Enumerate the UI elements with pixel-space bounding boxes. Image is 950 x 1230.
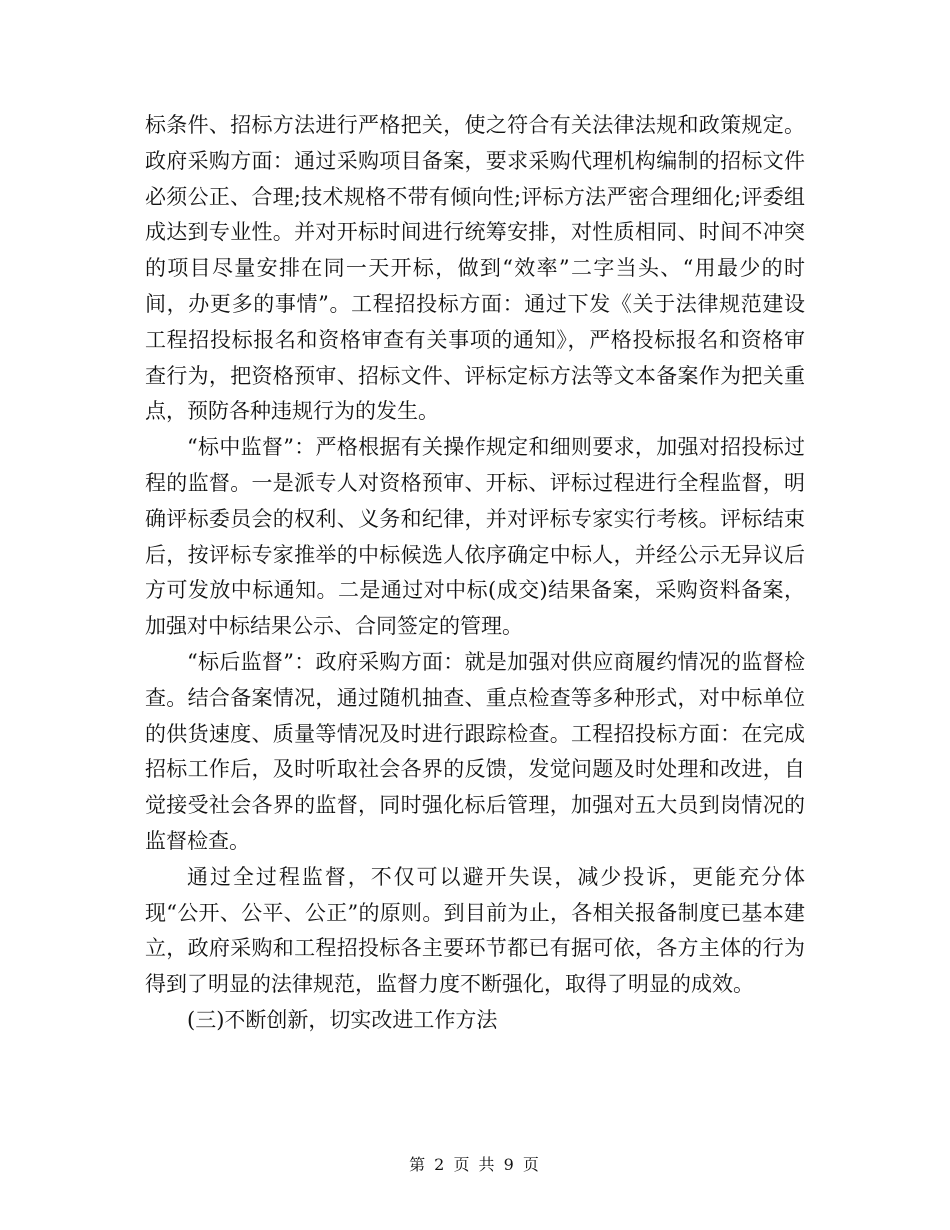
paragraph-1: 标条件、招标方法进行严格把关，使之符合有关法律法规和政策规定。政府采购方面：通过采购项目备案，要求采购代理机构编制的招标文件必须公正、合理;技术规格不带有倾向性;评标方法严密合理细化;评委组成达到专业性。并对开标时间进行统筹安排，对性质相同、时间不冲突的项目尽量安排在同一天开标，做到“效率”二字当头、“用最少的时间，办更多的事情”。工程招投标方面：通过下发《关于法律规范建设工程招投标报名和资格审查有关事项的通知》，严格投标报名和资格审查行为，把资格预审、招标文件、评标定标方法等文本备案作为把关重点，预防各种违规行为的发生。 [145,113,805,424]
paragraph-3: “标后监督”：政府采购方面：就是加强对供应商履约情况的监督检查。结合备案情况，通过随机抽查、重点检查等多种形式，对中标单位的供货速度、质量等情况及时进行跟踪检查。工程招投标方面：在完成招标工作后，及时听取社会各界的反馈，发觉问题及时处理和改进，自觉接受社会各界的监督，同时强化标后管理，加强对五大员到岗情况的监督检查。 [145,649,805,853]
section-heading: (三)不断创新，切实改进工作方法 [187,1007,498,1032]
paragraph-2: “标中监督”：严格根据有关操作规定和细则要求，加强对招投标过程的监督。一是派专人对资格预审、开标、评标过程进行全程监督，明确评标委员会的权利、义务和纪律，并对评标专家实行考核。评标结束后，按评标专家推举的中标候选人依序确定中标人，并经公示无异议后方可发放中标通知。二是通过对中标(成交)结果备案，采购资料备案，加强对中标结果公示、合同签定的管理。 [145,435,805,639]
page-footer: 第 2 页 共 9 页 [409,1155,541,1174]
paragraph-4: 通过全过程监督，不仅可以避开失误，减少投诉，更能充分体现“公开、公平、公正”的原则。到目前为止，各相关报备制度已基本建立，政府采购和工程招投标各主要环节都已有据可依，各方主体的行为得到了明显的法律规范，监督力度不断强化，取得了明显的成效。 [145,864,805,997]
document-body [145,108,805,1039]
